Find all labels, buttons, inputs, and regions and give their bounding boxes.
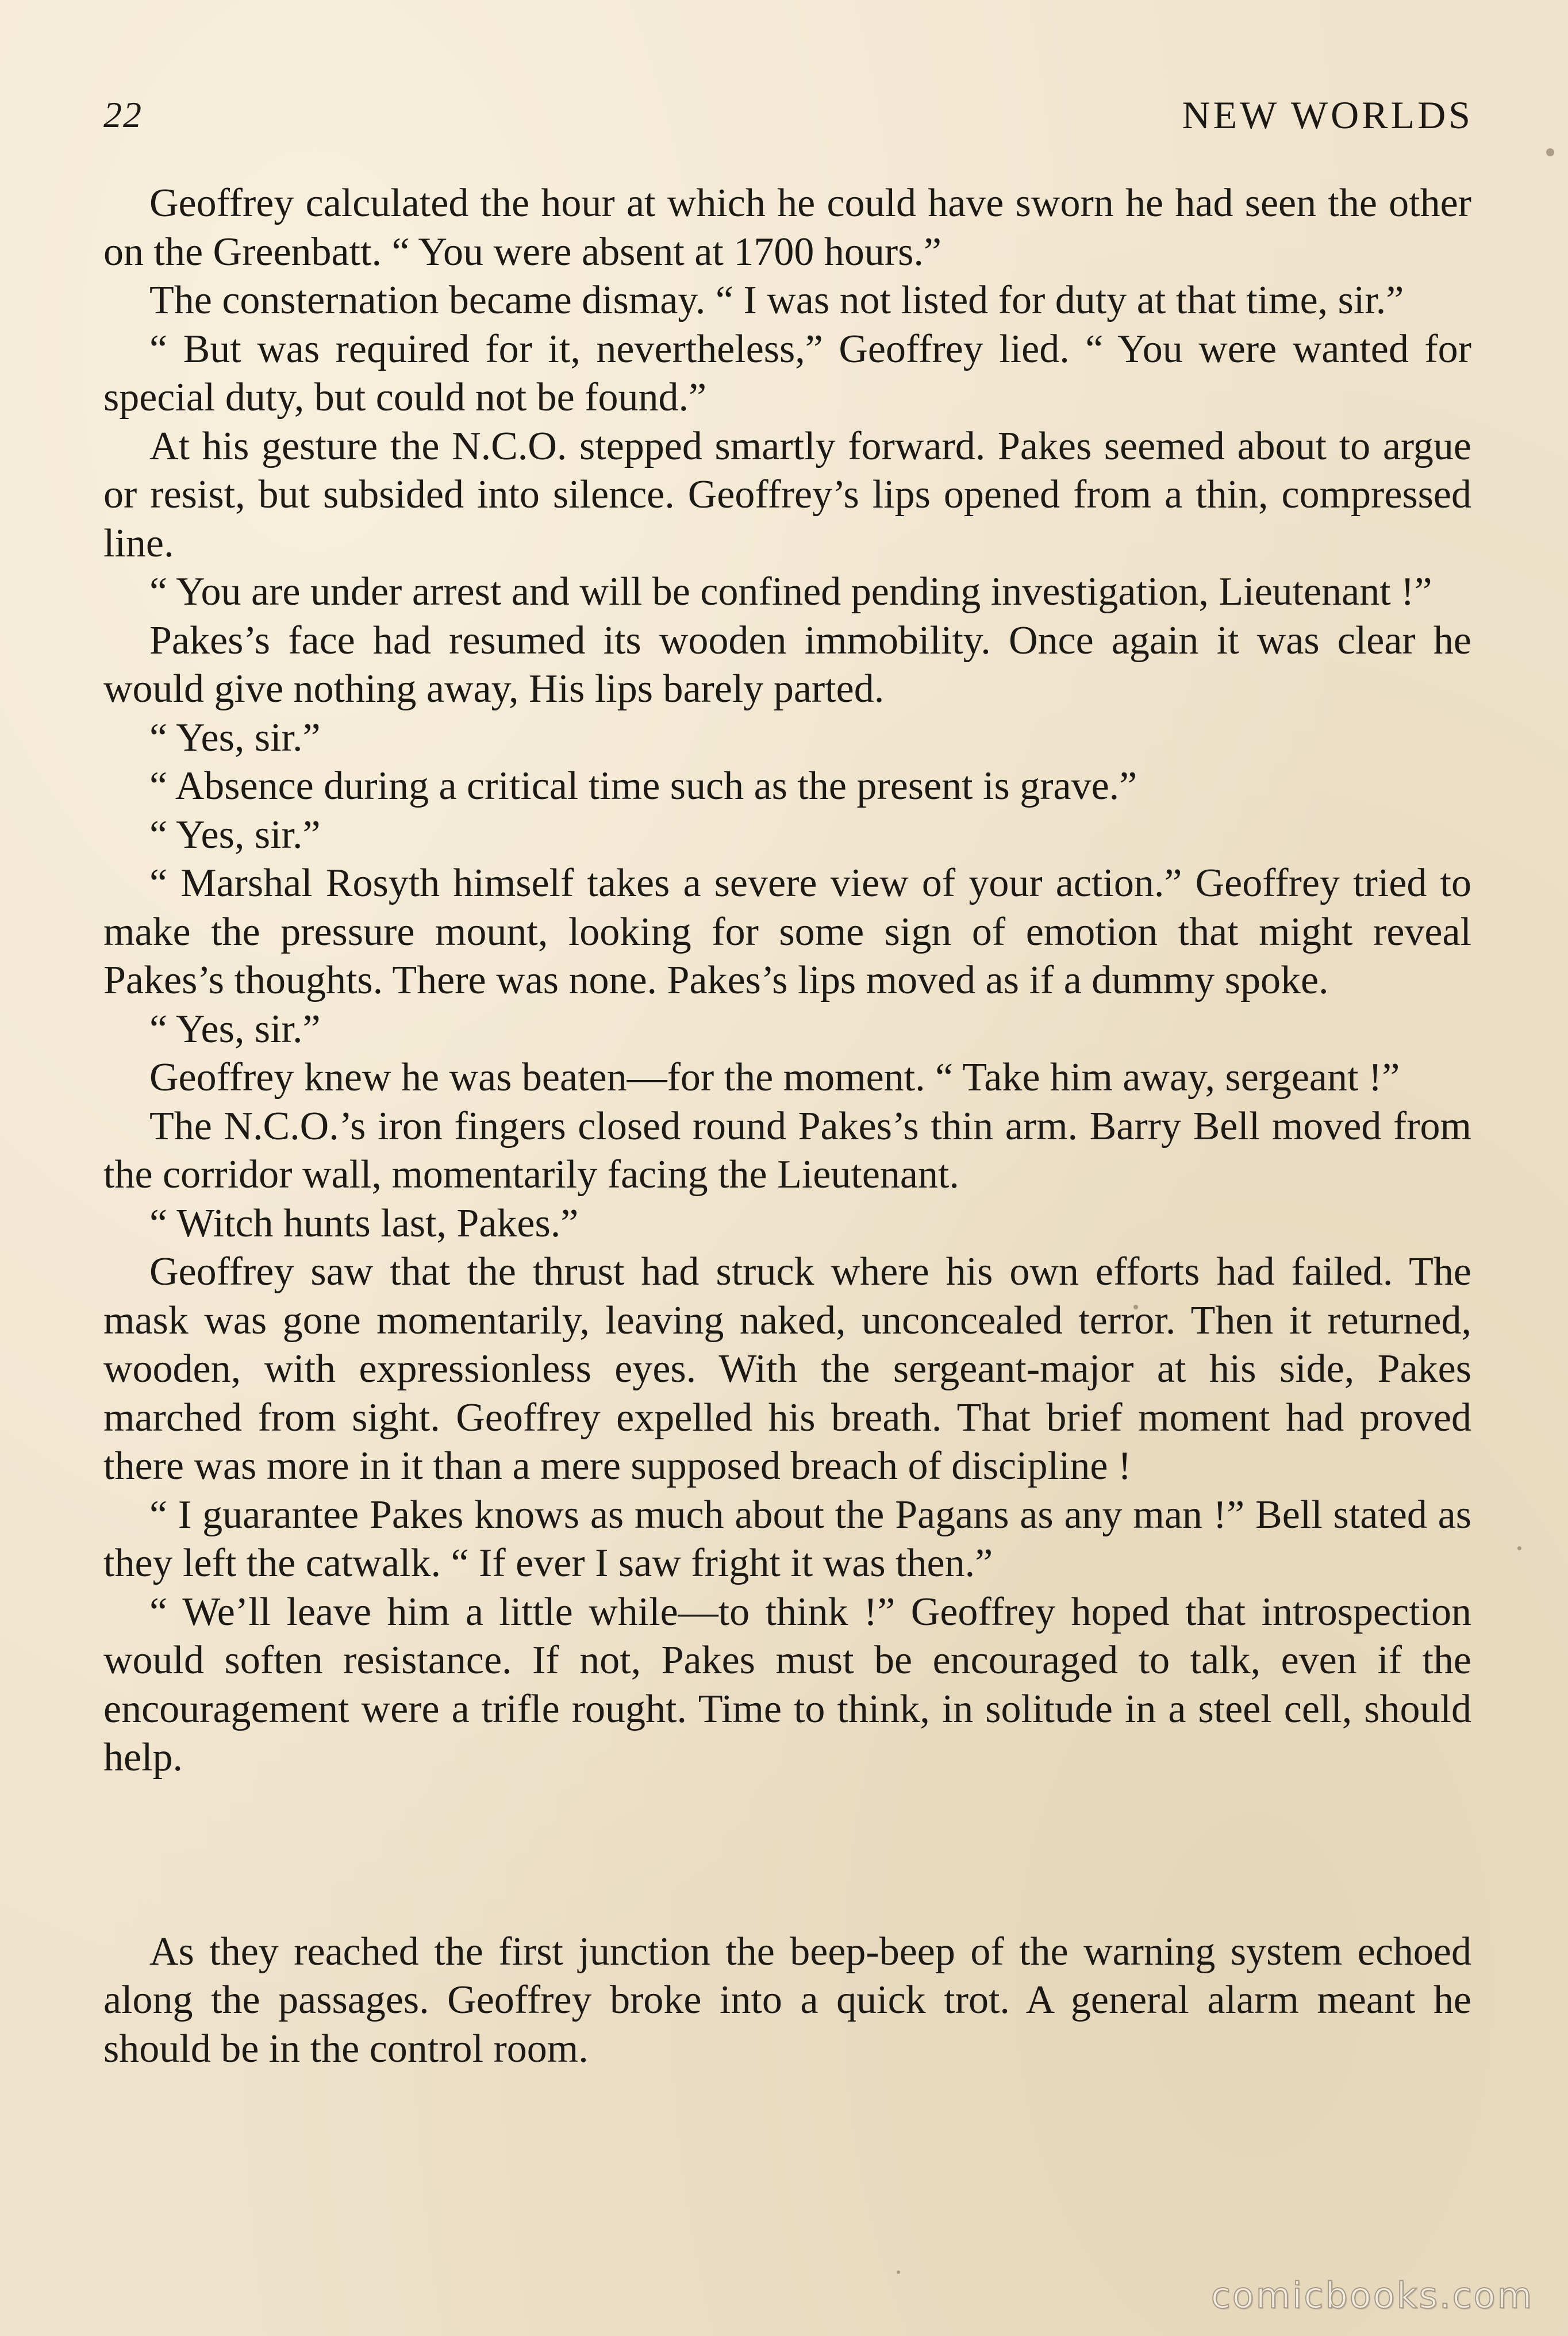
paragraph: “ Witch hunts last, Pakes.” bbox=[149, 1201, 579, 1246]
closing-paragraph: As they reached the first junction the beep-beep of the warning system echoed along the passages. Geoffrey broke into a quick trot. A general alarm meant he should be in the control room. bbox=[103, 1929, 1471, 2071]
paragraph: “ You are under arrest and will be confined pending investigation, Lieutenant !” bbox=[149, 570, 1432, 614]
paragraph: Geoffrey saw that the thrust had struck where his own efforts had failed. The mask was gone momentarily, leaving naked, unconcealed terror. Then it returned, wooden, with expressionless eyes. With the sergeant-major at his side, Pakes marched from sight. Geoffrey expelled his breath. That brief moment had proved there was more in it than a mere supposed breach of discipline ! bbox=[103, 1250, 1471, 1488]
paragraph: “ Absence during a critical time such as the present is grave.” bbox=[149, 764, 1137, 808]
page-header bbox=[103, 86, 1473, 144]
section-break bbox=[103, 1782, 1471, 1928]
watermark: comicbooks.com bbox=[1210, 2274, 1534, 2316]
paragraph: “ I guarantee Pakes knows as much about the Pagans as any man !” Bell stated as they left the catwalk. “ If ever I saw fright it was then.” bbox=[103, 1492, 1471, 1585]
paragraph: At his gesture the N.C.O. stepped smartly forward. Pakes seemed about to argue or resist, but subsided into silence. Geoffrey’s lips opened from a thin, compressed line. bbox=[103, 424, 1471, 566]
paragraph: “ But was required for it, nevertheless,” Geoffrey lied. “ You were wanted for special duty, but could not be found.” bbox=[103, 326, 1471, 420]
paragraph: “ Marshal Rosyth himself takes a severe view of your action.” Geoffrey tried to make the pressure mount, looking for some sign of emotion that might reveal Pakes’s thoughts. There was none. Pakes’s lips moved as if a dummy spoke. bbox=[103, 861, 1471, 1002]
paragraph: Geoffrey calculated the hour at which he could have sworn he had seen the other on the Greenbatt. “ You were absent at 1700 hours.” bbox=[103, 181, 1471, 274]
paragraph: “ We’ll leave him a little while—to think !” Geoffrey hoped that introspection would soften resistance. If not, Pakes must be encouraged to talk, even if the encouragement were a trifle rought. Time to think, in solitude in a steel cell, should help. bbox=[103, 1589, 1471, 1780]
paragraph: “ Yes, sir.” bbox=[149, 1006, 321, 1051]
paragraph: The consternation became dismay. “ I was not listed for duty at that time, sir.” bbox=[149, 278, 1404, 322]
paragraph: Pakes’s face had resumed its wooden immobility. Once again it was clear he would give nothing away, His lips barely parted. bbox=[103, 618, 1471, 711]
page-number: 22 bbox=[103, 94, 143, 135]
paragraph: “ Yes, sir.” bbox=[149, 715, 321, 760]
paragraph: Geoffrey knew he was beaten—for the moment. “ Take him away, sergeant !” bbox=[149, 1055, 1400, 1100]
paragraph: “ Yes, sir.” bbox=[149, 812, 321, 857]
running-head: NEW WORLDS bbox=[1182, 93, 1473, 137]
body-text bbox=[103, 179, 1471, 2073]
paragraph: The N.C.O.’s iron fingers closed round Pakes’s thin arm. Barry Bell moved from the corridor wall, momentarily facing the Lieutenant. bbox=[103, 1104, 1471, 1197]
